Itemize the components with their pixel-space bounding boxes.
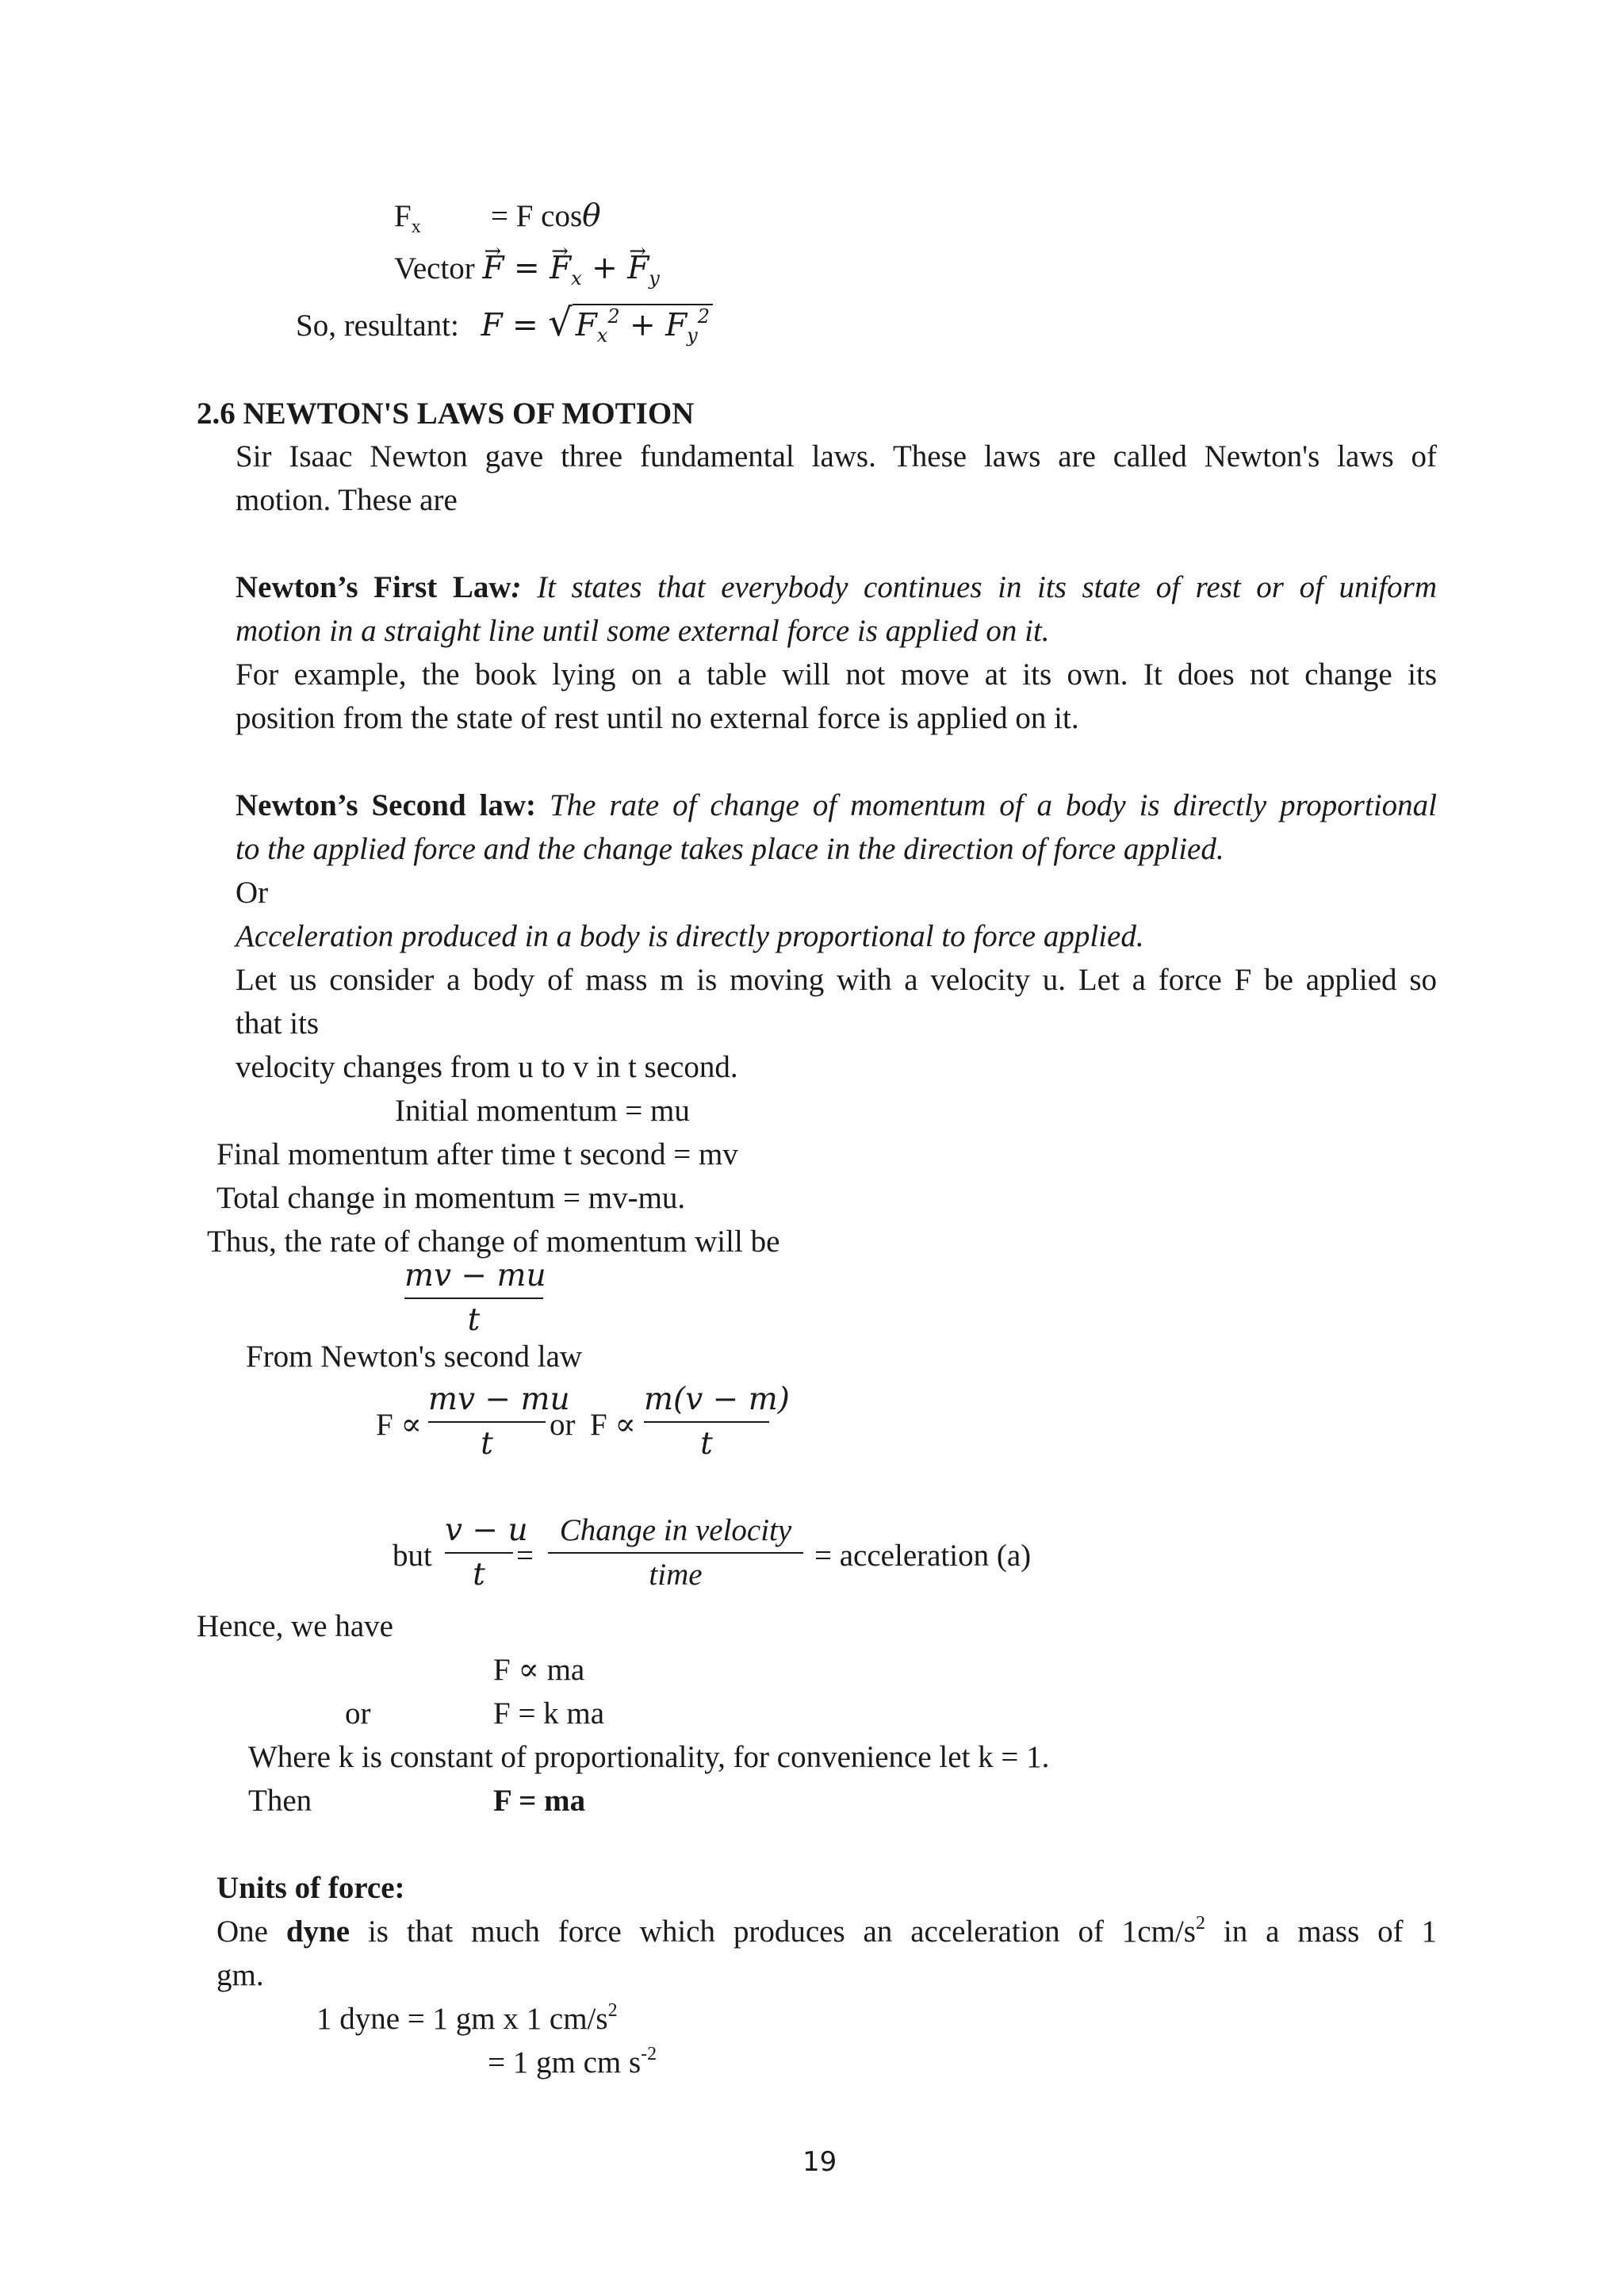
- prop2-denominator: t: [700, 1426, 713, 1462]
- dyne-eq1-text: 1 dyne = 1 gm x 1 cm/s: [316, 2002, 608, 2036]
- alt-statement: Acceleration produced in a body is directly proportional to force applied.: [236, 919, 1144, 953]
- vu-denominator: t: [473, 1557, 485, 1593]
- fraction-bar: [428, 1421, 546, 1423]
- second-law-line-2: to the applied force and the change takes place in the direction of force applied.: [236, 832, 1224, 866]
- fx-rhs: [491, 195, 601, 238]
- fx-formula: [394, 195, 601, 238]
- first-law-line-2: motion in a straight line until some external force is applied on it.: [236, 614, 1050, 648]
- f-prop-ma: F ∝ ma: [493, 1653, 585, 1687]
- resultant-label: So, resultant:: [296, 309, 459, 343]
- or-label: or: [345, 1696, 371, 1731]
- prop-f-2: F ∝: [590, 1408, 636, 1442]
- total-change: Total change in momentum = mv-mu.: [216, 1181, 686, 1215]
- fx-symbol: F: [394, 199, 412, 233]
- dyne-superscript: 2: [1195, 1913, 1205, 1934]
- prop1-numerator: mv − mu: [428, 1382, 570, 1417]
- fraction-bar: [644, 1421, 769, 1423]
- f-ma: F = ma: [493, 1784, 586, 1818]
- prop-or: or: [550, 1408, 576, 1442]
- first-law-line-1: [236, 566, 1437, 609]
- dyne-post: is that much force which produces an acceleration of 1cm/s: [350, 1915, 1196, 1949]
- second-law-line-1: [236, 784, 1437, 827]
- prop-fraction-2: [644, 1380, 790, 1464]
- or-line: Or: [236, 876, 269, 910]
- initial-momentum: Initial momentum = mu: [395, 1094, 690, 1128]
- vector-formula: [394, 247, 660, 290]
- dyne-eq2-sup: -2: [641, 2044, 657, 2064]
- consider-line-1: Let us consider a body of mass m is moving with a velocity u. Let a force F be applied so: [236, 963, 1437, 997]
- cv-numerator: Change in velocity: [559, 1513, 792, 1547]
- prop1-denominator: t: [481, 1426, 493, 1462]
- final-momentum: Final momentum after time t second = mv: [216, 1137, 738, 1171]
- fx-subscript: x: [411, 217, 421, 237]
- rate-fraction: [404, 1256, 546, 1340]
- section-heading: 2.6 NEWTON'S LAWS OF MOTION: [197, 397, 695, 431]
- second-law-label: Newton’s Second law:: [236, 788, 537, 822]
- dyne-word: dyne: [285, 1915, 350, 1949]
- dyne-eq-1: [316, 1998, 618, 2041]
- intro-line-2: motion. These are: [236, 483, 458, 517]
- units-heading: Units of force:: [216, 1871, 405, 1905]
- fx-rhs-text: = F cos: [491, 199, 583, 233]
- consider-line-3: velocity changes from u to v in t second.: [236, 1050, 738, 1084]
- dyne-end: in a mass of 1: [1205, 1915, 1438, 1949]
- hence-line: Hence, we have: [197, 1609, 393, 1643]
- vu-numerator: v − u: [445, 1512, 528, 1548]
- intro-line-1: Sir Isaac Newton gave three fundamental laws. These laws are called Newton's laws of: [236, 439, 1437, 473]
- second-law-text: The rate of change of momentum of a body is directly proportional: [536, 788, 1437, 822]
- dyne-line-1: [216, 1911, 1437, 1953]
- equals-sign: =: [516, 1539, 534, 1573]
- then-label: Then: [248, 1784, 312, 1818]
- fraction-bar: [404, 1297, 543, 1299]
- fraction-bar: [445, 1552, 513, 1554]
- dyne-line-2: gm.: [216, 1958, 264, 1992]
- but-label: but: [393, 1539, 432, 1573]
- resultant-expression: F = √ $F_x^2 + F_y^2$: [481, 308, 713, 343]
- where-k: Where k is constant of proportionality, for convenience let k = 1.: [248, 1740, 1050, 1774]
- rate-denominator: t: [467, 1302, 481, 1338]
- fraction-bar: [548, 1552, 803, 1554]
- prop-f-1: F ∝: [376, 1408, 422, 1442]
- cv-denominator: time: [649, 1558, 703, 1592]
- resultant-formula: [296, 301, 713, 347]
- first-law-colon: :: [511, 570, 522, 604]
- dyne-eq1-sup: 2: [607, 2000, 618, 2021]
- first-law-example-1: For example, the book lying on a table will not move at its own. It does not change its: [236, 657, 1437, 692]
- vector-expression: → F = → $F_x$ + → $F_y$: [483, 251, 660, 286]
- dyne-eq2-text: = 1 gm cm s: [488, 2045, 642, 2079]
- page-number: 19: [802, 2146, 837, 2178]
- first-law-text: It states that everybody continues in its state of rest or of uniform: [521, 570, 1438, 604]
- rate-numerator: mv − mu: [404, 1258, 546, 1294]
- f-kma: F = k ma: [493, 1696, 605, 1731]
- velocity-time-fraction: [548, 1511, 803, 1595]
- first-law-label: Newton’s First Law: [236, 570, 511, 604]
- first-law-example-2: position from the state of rest until no external force is applied on it.: [236, 701, 1079, 735]
- consider-line-2: that its: [236, 1006, 320, 1041]
- prop2-numerator: m(v − m): [644, 1382, 790, 1417]
- acceleration: = acceleration (a): [814, 1539, 1032, 1573]
- dyne-pre: One: [216, 1915, 286, 1949]
- vector-label: Vector: [394, 251, 475, 286]
- dyne-eq-2: [488, 2041, 657, 2084]
- theta-symbol: θ: [582, 198, 601, 234]
- from-law: From Newton's second law: [246, 1340, 583, 1374]
- thus-rate: Thus, the rate of change of momentum will be: [207, 1225, 780, 1259]
- vu-fraction: [445, 1511, 528, 1595]
